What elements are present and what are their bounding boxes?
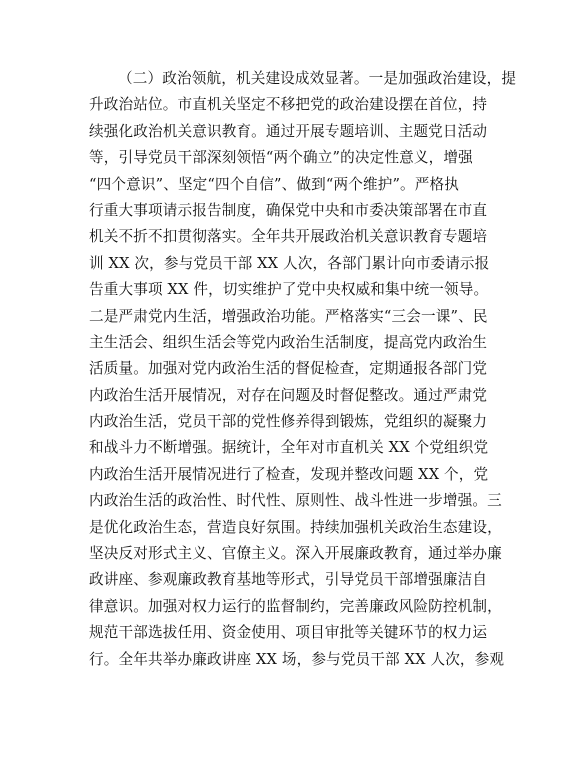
text-line: 行。全年共举办廉政讲座 XX 场，参与党员干部 XX 人次，参观	[89, 650, 505, 668]
text-line: 主生活会、组织生活会等党内政治生活制度，提高党内政治生	[89, 333, 488, 351]
text-line: 内政治生活开展情况进行了检查，发现并整改问题 XX 个，党	[89, 465, 489, 483]
body-paragraph	[89, 66, 517, 673]
text-line: 内政治生活的政治性、时代性、原则性、战斗性进一步增强。三	[89, 492, 502, 510]
text-line: 活质量。加强对党内政治生活的督促检查，定期通报各部门党	[89, 360, 488, 378]
text-line: 内政治生活开展情况，对存在问题及时督促整改。通过严肃党	[89, 386, 488, 404]
text-line: （二）政治领航，机关建设成效显著。一是加强政治建设，提	[118, 70, 517, 87]
text-line: 政讲座、参观廉政教育基地等形式，引导党员干部增强廉洁自	[89, 571, 488, 589]
text-line: 训 XX 次，参与党员干部 XX 人次，各部门累计向市委请示报	[89, 254, 490, 272]
text-line: 行重大事项请示报告制度，确保党中央和市委决策部署在市直	[89, 201, 488, 219]
text-line: 等，引导党员干部深刻领悟“两个确立”的决定性意义，增强	[89, 149, 473, 167]
text-line: 是优化政治生态，营造良好氛围。持续加强机关政治生态建设，	[89, 518, 502, 536]
text-line: “四个意识”、坚定“四个自信”、做到“两个维护”。严格执	[89, 175, 460, 193]
text-line: 二是严肃党内生活，增强政治功能。严格落实“三会一课”、民	[89, 307, 488, 325]
text-line: 和战斗力不断增强。据统计，全年对市直机关 XX 个党组织党	[89, 439, 489, 457]
text-line: 续强化政治机关意识教育。通过开展专题培训、主题党日活动	[89, 122, 488, 140]
text-line: 坚决反对形式主义、官僚主义。深入开展廉政教育，通过举办廉	[89, 545, 502, 563]
text-line: 律意识。加强对权力运行的监督制约，完善廉政风险防控机制，	[89, 597, 502, 615]
text-line: 规范干部选拔任用、资金使用、项目审批等关键环节的权力运	[89, 624, 488, 642]
text-line: 告重大事项 XX 件，切实维护了党中央权威和集中统一领导。	[89, 281, 489, 299]
text-line: 内政治生活，党员干部的党性修养得到锻炼，党组织的凝聚力	[89, 413, 488, 431]
text-line: 机关不折不扣贯彻落实。全年共开展政治机关意识教育专题培	[89, 228, 488, 246]
text-line: 升政治站位。市直机关坚定不移把党的政治建设摆在首位，持	[89, 96, 488, 114]
